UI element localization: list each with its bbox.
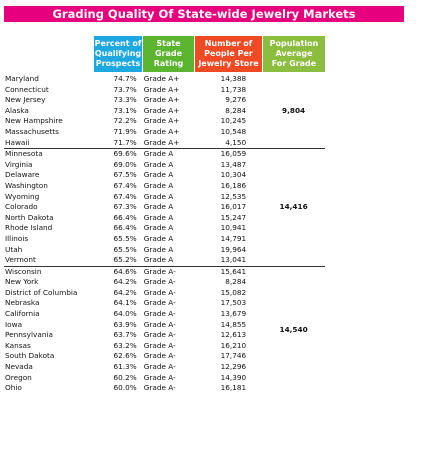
header-average-line-1: Population — [269, 39, 319, 48]
jewelry-markets-table — [4, 74, 325, 394]
percent-cell: 64.2% — [113, 277, 137, 287]
state-cell: Hawaii — [5, 137, 30, 147]
state-cell: Alaska — [5, 105, 29, 115]
people-per-store-cell: 13,041 — [220, 255, 247, 265]
people-per-store-cell: 16,186 — [220, 180, 247, 190]
grade-cell: Grade A — [143, 255, 174, 265]
table-row — [4, 74, 325, 85]
state-cell: Washington — [5, 180, 48, 190]
percent-cell: 63.7% — [113, 330, 137, 340]
grade-cell: Grade A — [143, 244, 174, 254]
percent-cell: 61.3% — [113, 362, 137, 372]
grade-cell: Grade A — [143, 149, 195, 160]
state-cell: New York — [5, 277, 39, 287]
grade-cell: Grade A+ — [143, 126, 180, 136]
grade-cell: Grade A- — [143, 372, 176, 382]
grade-cell: Grade A- — [143, 383, 176, 393]
people-per-store-cell: 4,150 — [225, 137, 247, 147]
state-cell: Delaware — [5, 170, 40, 180]
grade-cell: Grade A — [143, 212, 174, 222]
state-cell: Minnesota — [4, 149, 94, 160]
people-per-store-cell: 14,855 — [220, 319, 247, 329]
state-cell: North Dakota — [5, 212, 54, 222]
percent-cell: 60.0% — [113, 383, 137, 393]
header-population-average — [263, 36, 325, 72]
percent-cell: 65.5% — [113, 233, 137, 243]
percent-cell: 63.2% — [113, 340, 137, 350]
percent-cell: 73.3% — [113, 95, 137, 105]
people-per-store-cell: 9,276 — [225, 95, 247, 105]
people-per-store-cell: 17,746 — [220, 351, 247, 361]
grade-cell: Grade A- — [143, 351, 176, 361]
state-cell: New Hampshire — [5, 116, 63, 126]
table-row — [4, 149, 325, 160]
header-people-line-1: Number of — [204, 39, 253, 48]
grade-cell: Grade A — [143, 170, 174, 180]
people-per-store-cell: 14,388 — [220, 74, 247, 83]
percent-cell: 67.4% — [113, 180, 137, 190]
people-per-store-cell: 15,247 — [220, 212, 247, 222]
state-cell: Utah — [5, 244, 23, 254]
percent-cell: 67.4% — [113, 191, 137, 201]
state-cell: District of Columbia — [5, 287, 78, 297]
grade-cell: Grade A- — [143, 362, 176, 372]
percent-cell: 67.3% — [113, 202, 137, 212]
percent-cell: 64.2% — [113, 287, 137, 297]
percent-cell: 65.5% — [113, 244, 137, 254]
percent-cell: 74.7% — [113, 74, 137, 83]
grade-cell: Grade A- — [143, 266, 195, 277]
state-cell: Vermont — [5, 255, 36, 265]
percent-cell: 72.2% — [113, 116, 137, 126]
header-people-per-store — [195, 36, 262, 72]
percent-cell: 64.1% — [113, 298, 137, 308]
people-per-store-cell: 19,964 — [220, 244, 247, 254]
people-per-store-cell: 16,017 — [220, 202, 247, 212]
grade-cell: Grade A- — [143, 287, 176, 297]
header-grade-line-1: State Grade — [154, 39, 183, 58]
people-per-store-cell: 10,941 — [220, 223, 247, 233]
state-cell: California — [5, 309, 40, 319]
people-per-store-cell: 14,791 — [220, 233, 247, 243]
header-percent-line-1: Percent of — [94, 39, 142, 48]
table-body — [4, 74, 325, 394]
state-cell: Iowa — [5, 319, 23, 329]
chart-title: Grading Quality Of State-wide Jewelry Markets — [4, 6, 404, 22]
state-cell: Maryland — [5, 74, 39, 83]
header-percent-line-3: Prospects — [95, 59, 141, 68]
state-cell: Nebraska — [5, 298, 40, 308]
state-cell: Illinois — [5, 233, 29, 243]
grade-cell: Grade A — [143, 159, 174, 169]
state-cell: Wyoming — [5, 191, 40, 201]
people-per-store-cell: 10,245 — [220, 116, 247, 126]
grade-cell: Grade A+ — [143, 84, 180, 94]
header-average-line-2: Average — [275, 49, 313, 58]
percent-cell: 64.0% — [113, 309, 137, 319]
grade-population-average: 9,804 — [282, 105, 306, 115]
people-per-store-cell: 15,082 — [220, 287, 247, 297]
grade-cell: Grade A+ — [143, 137, 180, 147]
people-per-store-cell: 12,296 — [220, 362, 247, 372]
state-cell: Connecticut — [5, 84, 49, 94]
state-cell: Rhode Island — [5, 223, 53, 233]
percent-cell: 66.4% — [113, 223, 137, 233]
people-per-store-cell: 13,487 — [220, 159, 247, 169]
percent-cell: 69.0% — [113, 159, 137, 169]
state-cell: Wisconsin — [4, 266, 94, 277]
grade-cell: Grade A+ — [143, 116, 180, 126]
grade-cell: Grade A- — [143, 340, 176, 350]
percent-cell: 66.4% — [113, 212, 137, 222]
state-cell: Oregon — [5, 372, 32, 382]
grade-cell: Grade A- — [143, 309, 176, 319]
percent-cell: 73.7% — [113, 84, 137, 94]
header-people-line-2: People Per — [204, 49, 253, 58]
header-state-grade — [143, 36, 194, 72]
people-per-store-cell: 8,284 — [225, 277, 247, 287]
people-per-store-cell: 15,641 — [194, 266, 262, 277]
grade-cell: Grade A — [143, 202, 174, 212]
grade-cell: Grade A- — [143, 330, 176, 340]
percent-cell: 60.2% — [113, 372, 137, 382]
grade-cell: Grade A- — [143, 319, 176, 329]
percent-cell: 73.1% — [113, 105, 137, 115]
people-per-store-cell: 10,304 — [220, 170, 247, 180]
state-cell: Nevada — [5, 362, 33, 372]
percent-cell: 65.2% — [113, 255, 137, 265]
state-cell: Pennsylvania — [5, 330, 53, 340]
grade-cell: Grade A- — [143, 298, 176, 308]
people-per-store-cell: 17,503 — [220, 298, 247, 308]
people-per-store-cell: 16,181 — [220, 383, 247, 393]
state-cell: South Dakota — [5, 351, 55, 361]
people-per-store-cell: 12,535 — [220, 191, 247, 201]
grade-cell: Grade A+ — [143, 105, 180, 115]
state-cell: New Jersey — [5, 95, 46, 105]
people-per-store-cell: 13,679 — [220, 309, 247, 319]
percent-cell: 67.5% — [113, 170, 137, 180]
grade-population-average: 14,416 — [262, 149, 325, 267]
percent-cell: 63.9% — [113, 319, 137, 329]
state-cell: Colorado — [5, 202, 38, 212]
people-per-store-cell: 16,210 — [220, 340, 247, 350]
people-per-store-cell: 14,390 — [220, 372, 247, 382]
grade-cell: Grade A+ — [143, 95, 180, 105]
grade-population-average: 14,540 — [262, 266, 325, 394]
percent-cell: 64.6% — [94, 266, 143, 277]
grade-cell: Grade A — [143, 223, 174, 233]
percent-cell: 69.6% — [94, 149, 143, 160]
grade-cell: Grade A — [143, 233, 174, 243]
people-per-store-cell: 16,059 — [194, 149, 262, 160]
state-cell: Massachusetts — [5, 126, 59, 136]
people-per-store-cell: 12,613 — [220, 330, 247, 340]
state-cell: Virginia — [5, 159, 33, 169]
grade-cell: Grade A — [143, 191, 174, 201]
header-percent-qualifying — [94, 36, 142, 72]
people-per-store-cell: 10,548 — [220, 126, 247, 136]
percent-cell: 62.6% — [113, 351, 137, 361]
people-per-store-cell: 8,284 — [225, 105, 247, 115]
people-per-store-cell: 11,738 — [220, 84, 247, 94]
percent-cell: 71.7% — [113, 137, 137, 147]
grade-cell: Grade A+ — [143, 74, 180, 83]
state-cell: Ohio — [5, 383, 22, 393]
percent-cell: 71.9% — [113, 126, 137, 136]
state-cell: Kansas — [5, 340, 31, 350]
header-people-line-3: Jewelry Store — [198, 59, 259, 68]
table-row — [4, 266, 325, 277]
header-percent-line-2: Qualifying — [94, 49, 142, 58]
grade-cell: Grade A — [143, 180, 174, 190]
header-average-line-3: For Grade — [271, 59, 317, 68]
header-grade-line-2: Rating — [153, 59, 184, 68]
grade-cell: Grade A- — [143, 277, 176, 287]
